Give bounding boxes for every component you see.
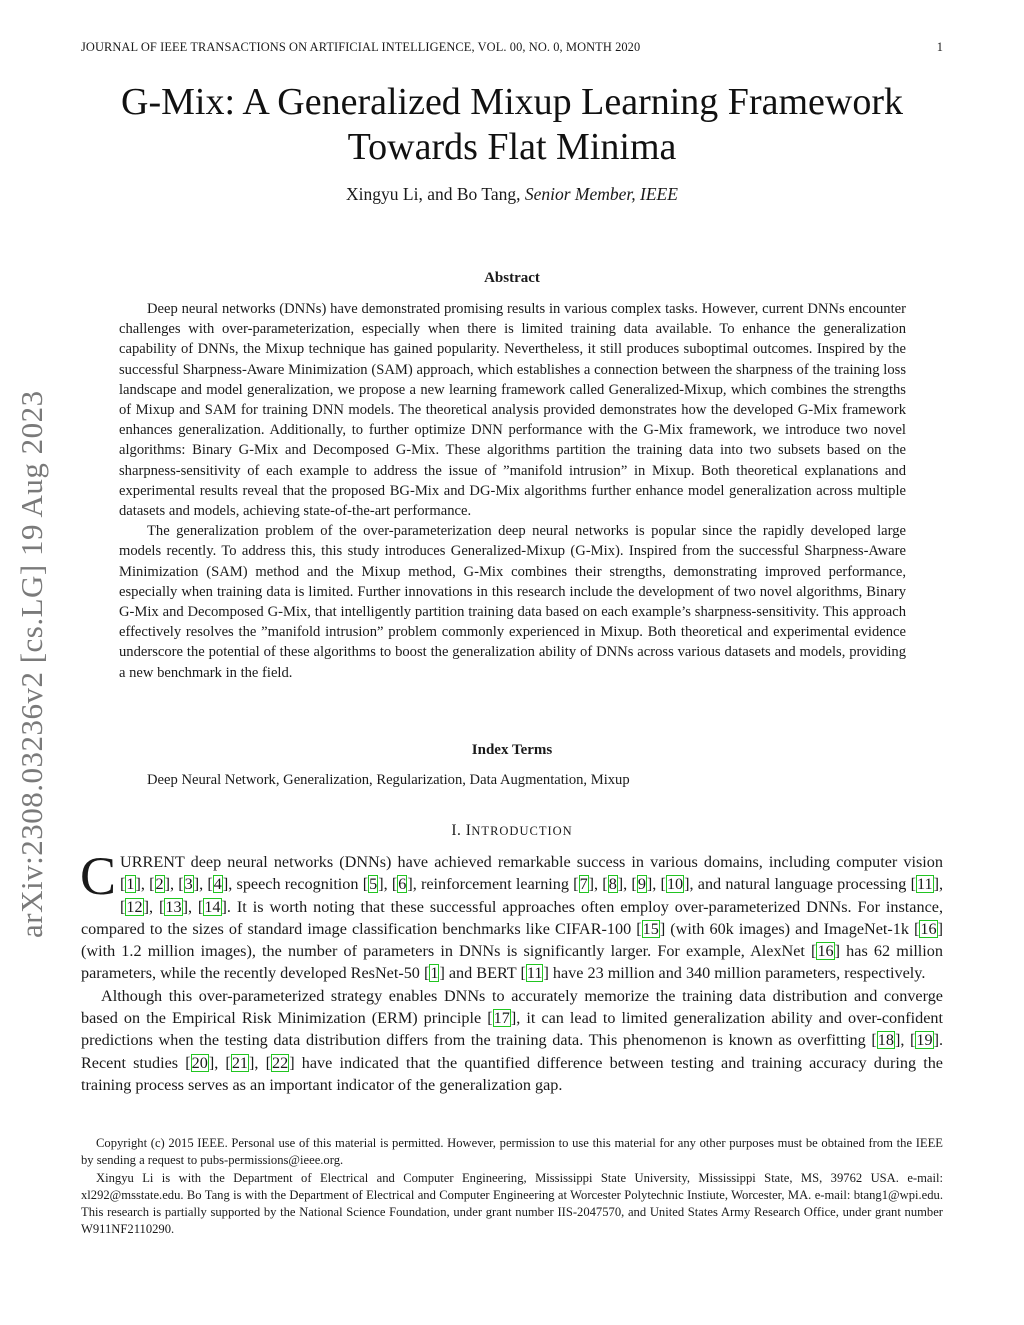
text-run: ], [ [164,875,184,894]
citation-link[interactable]: 15 [642,919,659,938]
paper-title [40,80,984,170]
text-run: ] has 62 million parameters, while the recently developed ResNet-50 [ [81,942,943,983]
citation-link[interactable]: 11 [526,964,543,983]
citation-link[interactable]: 17 [493,1009,510,1028]
section-title-initial: I [465,822,472,839]
citation-link[interactable]: 22 [272,1053,289,1072]
text-run: ] have indicated that the quantified difference between testing and training accuracy during the training process serves as an important indicator of the generalization gap. [81,1053,943,1094]
text-run: ] (with 1.2 million images), the number of parameters in DNNs is significantly larger. For example, AlexNet [ [81,919,943,961]
citation-link[interactable]: 5 [369,875,378,894]
text-run: ], and natural language processing [ [684,875,916,894]
citation-link[interactable]: 14 [204,897,221,916]
index-terms: Deep Neural Network, Generalization, Regularization, Data Augmentation, Mixup [147,772,630,788]
author-names: Xingyu Li, and Bo Tang, [346,184,521,204]
abstract-heading: Abstract [484,270,540,286]
text-run: ], speech recognition [ [222,875,369,894]
text-run: ], [ [120,875,943,916]
citation-link[interactable]: 4 [213,875,222,894]
title-line-2: Towards Flat Minima [347,126,677,168]
page-number: 1 [936,40,943,54]
text-run: ], [ [193,875,213,894]
text-run: ]. It is worth noting that these successful approaches often employ over-parameterized DNNs. For instance, compared to the sizes of standard image classification benchmarks like CIFAR-100 [ [81,897,944,938]
abstract-body [119,299,906,683]
citation-link[interactable]: 7 [579,875,588,894]
citation-link[interactable]: 1 [430,964,439,983]
section-title-rest: NTRODUCTION [471,824,573,838]
text-run: Although this over-parameterized strategy enables DNNs to accurately memorize the training data distribution and converge based on the Empirical Risk Minimization (ERM) principle [ [81,986,943,1028]
citation-link[interactable]: 9 [637,875,646,894]
intro-paragraph-2 [81,985,943,1096]
abstract-paragraph: The generalization problem of the over-parameterization deep neural networks is popular since the rapidly developed large models recently. To address this, this study introduces Generalized-Mixup (G-Mix). Inspired from the successful Sharpness-Aware Minimization (SAM) method and the Mixup method, G-Mix combines their strengths, demonstrating improved performance, especially when training data is limited. Further innovations in this research include the development of two novel algorithms, Binary G-Mix and Decomposed G-Mix, that intelligently partition training data based on each example’s sharpness-sensitivity. This approach effectively resolves the ”manifold intrusion” problem commonly experienced in Mixup. Both theoretical and experimental evidence underscore the potential of these algorithms to boost the generalization ability of DNNs across various datasets and models, providing a new benchmark in the field. [119,523,906,681]
author-affiliations: Xingyu Li is with the Department of Electrical and Computer Engineering, Mississippi State University, Mississippi State, MS, 39762 USA. e-mail: xl292@msstate.edu. Bo Tang is with the Department of Electrical and Computer Engineering at Worcester Polytechnic Instiute, Worcester, MA. e-mail: btang1@wpi.edu. This research is partially supported by the National Science Foundation, under grant number IIS-2047570, and United States Army Research Office, under grant number W911NF2110290. [81,1170,943,1237]
citation-link[interactable]: 20 [191,1053,208,1072]
text-run: ] and BERT [ [439,964,526,983]
title-line-1: G-Mix: A Generalized Mixup Learning Framework [121,81,903,123]
citation-link[interactable]: 1 [126,875,135,894]
citation-link[interactable]: 2 [155,875,164,894]
citation-link[interactable]: 18 [877,1031,894,1050]
journal-header: JOURNAL OF IEEE TRANSACTIONS ON ARTIFICIAL INTELLIGENCE, VOL. 00, NO. 0, MONTH 2020 [81,40,641,54]
text-run: ], [ [646,875,666,894]
citation-link[interactable]: 11 [916,875,933,894]
author-line [40,184,984,205]
citation-link[interactable]: 19 [916,1031,933,1050]
copyright-notice: Copyright (c) 2015 IEEE. Personal use of this material is permitted. However, permission to use this material for any other purposes must be obtained from the IEEE by sending a request to pubs-permissions@ieee.org. [81,1136,943,1168]
introduction-body [80,846,944,1096]
text-run: ]. Recent studies [ [81,1031,944,1072]
abstract-paragraph: Deep neural networks (DNNs) have demonstrated promising results in various complex tasks. However, current DNNs encounter challenges with over-parameterization, especially when there is limited training data available. To enhance the generalization capability of DNNs, the Mixup technique has gained popularity. Nevertheless, it still produces suboptimal outcomes. Inspired by the successful Sharpness-Aware Minimization (SAM) approach, which establishes a connection between the sharpness of the training loss landscape and model generalization, we propose a new learning framework called Generalized-Mixup, which combines the strengths of Mixup and SAM for training DNN models. The theoretical analysis provided demonstrates how the developed G-Mix framework enhances generalization. Additionally, to further optimize DNN performance with the G-Mix framework, we introduce two novel algorithms: Binary G-Mix and Decomposed G-Mix. These algorithms partition the training data into two subsets based on the sharpness-sensitivity of each example to address the issue of ”manifold intrusion” in Mixup. Both theoretical explanations and experimental results reveal that the proposed BG-Mix and DG-Mix algorithms further enhance model generalization across multiple datasets and models, achieving state-of-the-art performance. [119,301,906,520]
section-number: I. [451,822,462,839]
text-run: ], [ [249,1053,272,1072]
text-run: ] (with 60k images) and ImageNet-1k [ [659,919,920,938]
text-run: ] have 23 million and 340 million parameters, respectively. [543,964,926,983]
citation-link[interactable]: 8 [608,875,617,894]
author-membership: Senior Member, IEEE [524,184,678,204]
footnotes [81,1135,943,1239]
citation-link[interactable]: 3 [184,875,193,894]
citation-link[interactable]: 10 [666,875,684,894]
citation-link[interactable]: 16 [920,919,937,938]
text-run: ], [ [894,1031,916,1050]
text-run: ], [ [143,897,165,916]
citation-link[interactable]: 21 [231,1053,249,1072]
citation-link[interactable]: 16 [817,942,834,961]
text-run: ], [ [208,1053,231,1072]
text-run: ], [ [378,875,398,894]
text-run: ], it can lead to limited generalization ability and over-confident predictions when the testing data distribution differs from the training data. This phenomenon is known as overfitting [ [81,1009,943,1050]
citation-link[interactable]: 12 [126,897,143,916]
drop-cap: C [80,846,117,906]
text-run: URRENT deep neural networks (DNNs) have achieved remarkable success in various domains, including computer vision [ [120,853,943,894]
intro-paragraph-1 [80,846,944,985]
arxiv-stamp: arXiv:2308.03236v2 [cs.LG] 19 Aug 2023 [14,390,49,938]
index-terms-heading: Index Terms [471,742,553,758]
text-run: ], [ [182,897,204,916]
text-run: ], [ [135,875,155,894]
text-run: ], reinforcement learning [ [407,875,579,894]
citation-link[interactable]: 13 [165,897,182,916]
section-heading [40,822,984,840]
running-header [81,40,943,55]
citation-link[interactable]: 6 [398,875,407,894]
text-run: ], [ [588,875,608,894]
text-run: ], [ [617,875,637,894]
